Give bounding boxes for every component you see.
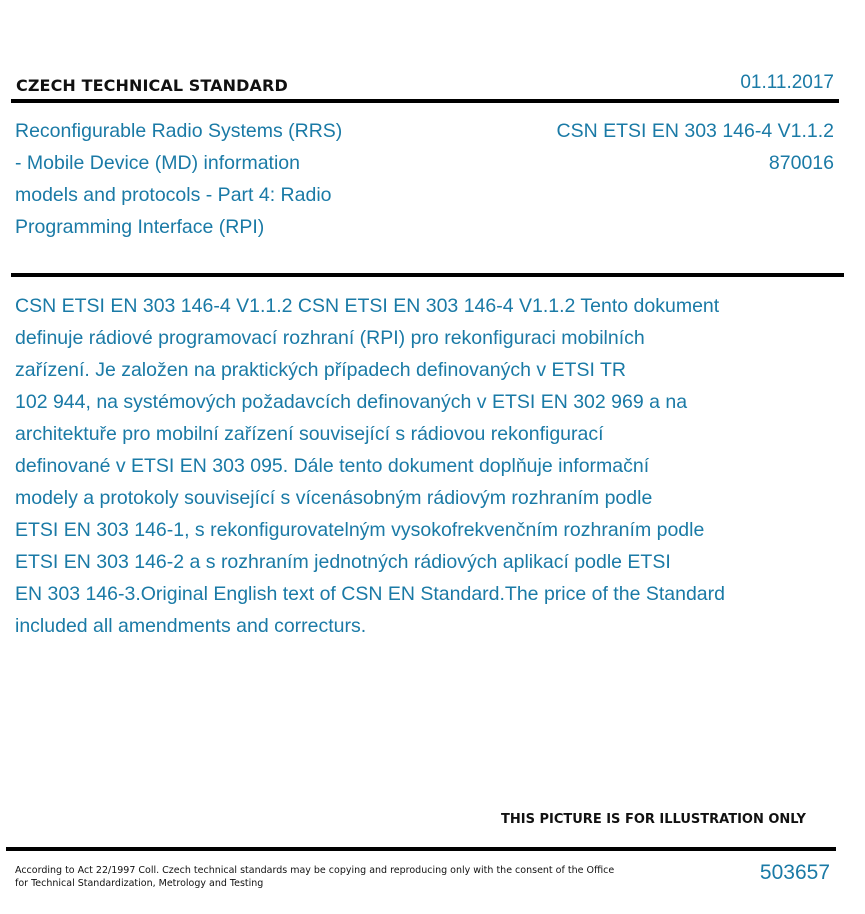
description-line: modely a protokoly související s vícenásobným rádiovým rozhraním podle bbox=[15, 487, 653, 509]
description-line: ETSI EN 303 146-1, s rekonfigurovatelným vysokofrekvenčním rozhraním podle bbox=[15, 519, 705, 541]
copyright-line: for Technical Standardization, Metrology and Testing bbox=[15, 878, 264, 889]
header-divider bbox=[11, 99, 839, 103]
publication-date: 01.11.2017 bbox=[740, 72, 834, 93]
description-line: EN 303 146-3.Original English text of CSN EN Standard.The price of the Standard bbox=[15, 583, 725, 605]
copyright-line: According to Act 22/1997 Coll. Czech technical standards may be copying and reproducing only with the consent of the Office bbox=[15, 865, 615, 876]
catalog-number: 870016 bbox=[768, 152, 834, 174]
illustration-disclaimer: THIS PICTURE IS FOR ILLUSTRATION ONLY bbox=[501, 812, 806, 827]
title-line: models and protocols - Part 4: Radio bbox=[15, 184, 332, 206]
copyright-notice bbox=[15, 864, 615, 890]
standard-identifier bbox=[557, 115, 834, 179]
description-line: CSN ETSI EN 303 146-4 V1.1.2 CSN ETSI EN 303 146-4 V1.1.2 Tento dokument bbox=[15, 295, 720, 317]
description-line: zařízení. Je založen na praktických případech definovaných v ETSI TR bbox=[15, 359, 626, 381]
document-type-label: CZECH TECHNICAL STANDARD bbox=[16, 76, 288, 95]
description-line: ETSI EN 303 146-2 a s rozhraním jednotných rádiových aplikací podle ETSI bbox=[15, 551, 671, 573]
description-line: definované v ETSI EN 303 095. Dále tento dokument doplňuje informační bbox=[15, 455, 650, 477]
description-line: 102 944, na systémových požadavcích definovaných v ETSI EN 302 969 a na bbox=[15, 391, 688, 413]
footer-divider bbox=[6, 847, 836, 851]
title-line: Reconfigurable Radio Systems (RRS) bbox=[15, 120, 343, 142]
standard-code: CSN ETSI EN 303 146-4 V1.1.2 bbox=[556, 120, 834, 142]
title-line: - Mobile Device (MD) information bbox=[15, 152, 300, 174]
description-line: architektuře pro mobilní zařízení související s rádiovou rekonfigurací bbox=[15, 423, 604, 445]
title-divider bbox=[11, 273, 844, 277]
description-line: included all amendments and correcturs. bbox=[15, 615, 367, 637]
description-line: definuje rádiové programovací rozhraní (RPI) pro rekonfiguraci mobilních bbox=[15, 327, 645, 349]
title-line: Programming Interface (RPI) bbox=[15, 216, 265, 238]
standard-description bbox=[15, 290, 827, 642]
standard-title bbox=[15, 115, 405, 243]
document-number: 503657 bbox=[759, 861, 830, 884]
